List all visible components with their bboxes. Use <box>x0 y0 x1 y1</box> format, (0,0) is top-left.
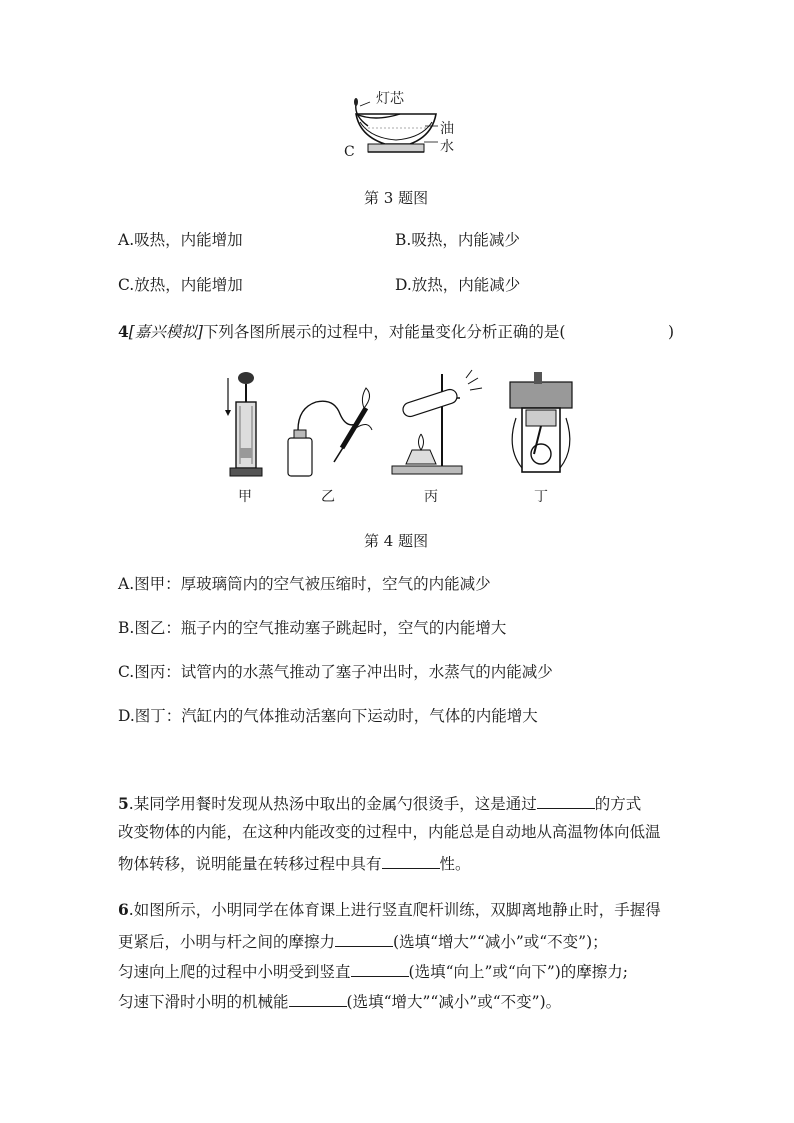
water-label: 水 <box>440 139 454 155</box>
q6-blank-3[interactable] <box>289 990 347 1007</box>
q6-line-4 <box>118 990 561 1012</box>
bottle-pump-icon <box>288 388 372 476</box>
q6-blank-2[interactable] <box>351 960 409 977</box>
q4-number: 4 <box>118 322 129 341</box>
wick-label: 灯芯 <box>376 91 404 107</box>
figure-3-caption: 第 3 题图 <box>364 189 429 207</box>
figure-3 <box>340 92 460 162</box>
q4-option-c: C.图丙：试管内的水蒸气推动了塞子冲出时，水蒸气的内能减少 <box>118 663 553 681</box>
q4-source: [嘉兴模拟] <box>128 323 203 341</box>
test-tube-heating-icon <box>392 370 482 474</box>
q5-text-1a: .某同学用餐时发现从热汤中取出的金属勺很烫手，这是通过 <box>128 795 537 813</box>
q6-line-1 <box>118 900 661 920</box>
q5-text-3b: 性。 <box>439 855 471 873</box>
q3-option-c: C.放热，内能增加 <box>118 276 243 294</box>
q6-blank-1[interactable] <box>335 930 393 947</box>
q4-stem <box>118 322 565 342</box>
q3-option-d: D.放热，内能减少 <box>395 276 521 294</box>
q4-option-b: B.图乙：瓶子内的空气推动塞子跳起时，空气的内能增大 <box>118 619 507 637</box>
q5-blank-1[interactable] <box>537 792 595 809</box>
q6-text-2b: (选填“增大”“减小”或“不变”)； <box>393 933 608 951</box>
q5-line-3 <box>118 852 471 874</box>
q5-number: 5 <box>118 794 129 813</box>
q4-option-a: A.图甲：厚玻璃筒内的空气被压缩时，空气的内能减少 <box>118 575 491 593</box>
q5-line-1 <box>118 792 641 814</box>
figure-label-ding: 丁 <box>534 489 548 505</box>
q6-number: 6 <box>118 900 129 919</box>
q5-text-1b: 的方式 <box>594 795 642 813</box>
q6-text-3a: 匀速向上爬的过程中小明受到竖直 <box>118 963 351 981</box>
figure-label-jia: 甲 <box>238 489 252 505</box>
q3-option-b: B.吸热，内能减少 <box>395 231 520 249</box>
q6-text-4a: 匀速下滑时小明的机械能 <box>118 993 289 1011</box>
q6-line-2 <box>118 930 608 952</box>
q4-stem-text: 下列各图所展示的过程中，对能量变化分析正确的是( <box>202 323 566 341</box>
q5-blank-2[interactable] <box>382 852 440 869</box>
q5-line-2: 改变物体的内能，在这种内能改变的过程中，内能总是自动地从高温物体向低温 <box>118 823 661 841</box>
q6-text-3b: (选填“向上”或“向下”)的摩擦力; <box>408 963 629 981</box>
q5-text-3a: 物体转移，说明能量在转移过程中具有 <box>118 855 382 873</box>
q6-text-4b: (选填“增大”“减小”或“不变”)。 <box>346 993 562 1011</box>
figure-4-illustration <box>216 368 592 480</box>
q4-close-paren: ) <box>668 323 675 341</box>
figure-letter: C <box>344 144 355 160</box>
figure-label-bing: 丙 <box>424 489 438 505</box>
figure-label-yi: 乙 <box>321 489 335 505</box>
oil-label: 油 <box>440 121 454 137</box>
figure-4-caption: 第 4 题图 <box>364 532 429 550</box>
compression-cylinder-icon <box>225 372 262 476</box>
q6-text-1: .如图所示，小明同学在体育课上进行竖直爬杆训练，双脚离地静止时，手握得 <box>128 901 661 919</box>
q6-line-3 <box>118 960 628 982</box>
engine-cylinder-icon <box>510 372 572 472</box>
q6-text-2a: 更紧后，小明与杆之间的摩擦力 <box>118 933 336 951</box>
q4-option-d: D.图丁：汽缸内的气体推动活塞向下运动时，气体的内能增大 <box>118 707 538 725</box>
figure-4 <box>216 368 592 508</box>
q3-option-a: A.吸热，内能增加 <box>118 231 243 249</box>
